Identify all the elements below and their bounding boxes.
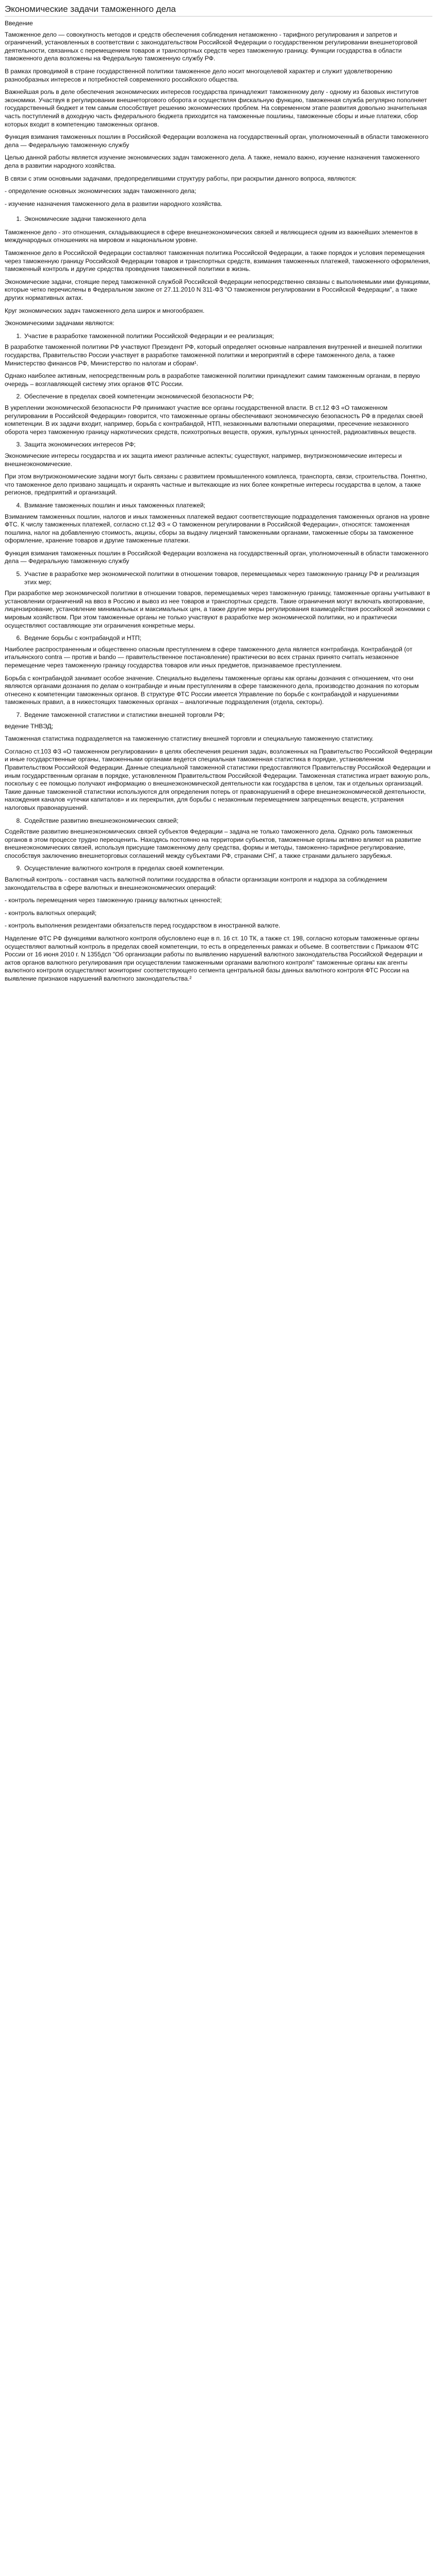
paragraph: В укреплении экономической безопасности РФ принимают участие все органы государственной власти. В ст.12 ФЗ «О таможенном регулировании в Российской Федерации» говорится, что таможенные органы обеспечивают экономическую безопасность РФ в пределах своей компетенции. В их задачи входит, например, борьба с контрабандой, НТП, незаконными валютными операциями, пресечение незаконного оборота через таможенную границу наркотических средств, психотропных веществ, оружия, культурных ценностей, радиоактивных веществ. — [5, 404, 423, 436]
list-item: 1. Экономические задачи таможенного дела — [23, 215, 432, 223]
numbered-list — [5, 502, 432, 510]
paragraph: ведение ТНВЭД; — [5, 722, 54, 730]
numbered-list — [5, 570, 432, 586]
paragraph: Круг экономических задач таможенного дела широк и многообразен. — [5, 307, 205, 314]
paragraph: Функция взимания таможенных пошлин в Российской Федерации возложена на государственный орган, уполномоченный в области таможенного дела — Федеральную таможенную службу — [5, 133, 429, 149]
paragraph: Таможенное дело в Российской Федерации составляют таможенная политика Российской Федерации, а также порядок и условия перемещения через таможенную границу Российской Федерации товаров и транспортных средств, взимания таможенных платежей, таможенного оформления, таможенный контроль и другие средства проведения таможенной политики в жизнь. — [5, 249, 430, 273]
list-item: 2. Обеспечение в пределах своей компетенции экономической безопасности РФ; — [23, 393, 432, 401]
numbered-list — [5, 393, 432, 401]
paragraph: Таможенная статистика подразделяется на таможенную статистику внешней торговли и специальную таможенную статистику. — [5, 735, 374, 743]
paragraph: Таможенное дело - это отношения, складывающиеся в сфере внешнеэкономических связей и являющиеся одним из важнейших элементов в международных отношениях на мировом и национальном уровне. — [5, 228, 418, 244]
paragraph: Таможенное дело — совокупность методов и средств обеспечения соблюдения нетаможенно - тарифного регулирования и запретов и ограничений, установленных в соответствии с законодательством Российской Федерации о государственном регулировании внешнеторговой деятельности, связанных с перемещением товаров и транспортных средств через таможенную границу. Функции государства в области таможенного дела возложены на Федеральную таможенную службу РФ. — [5, 30, 418, 62]
list-item: 5. Участие в разработке мер экономической политики в отношении товаров, перемещаемых через таможенную границу РФ и реализация этих мер; — [23, 570, 432, 586]
paragraph: В рамках проводимой в стране государственной политики таможенное дело носит многоцелевой характер и служит удовлетворению разнообразных интересов и потребностей современного российского общества. — [5, 67, 393, 83]
paragraph: - контроль валютных операций; — [5, 909, 97, 917]
section-heading: Введение — [5, 20, 33, 27]
paragraph: Валютный контроль - составная часть валютной политики государства в области организации контроля и надзора за соблюдением законодательства в сфере валютных и внешнеэкономических операций: — [5, 876, 387, 891]
list-item: 3. Защита экономических интересов РФ; — [23, 441, 432, 449]
paragraph: Экономические интересы государства и их защита имеют различные аспекты; существуют, например, внутриэкономические интересы и внешнеэкономические. — [5, 452, 402, 468]
page-title: Экономические задачи таможенного дела — [5, 4, 432, 17]
paragraph: Экономическими задачами являются: — [5, 319, 115, 327]
paragraph: - изучение назначения таможенного дела в развитии народного хозяйства. — [5, 200, 222, 207]
paragraph: Целью данной работы является изучение экономических задач таможенного дела. А также, немало важно, изучение назначения таможенного дела в развитии народного хозяйства. — [5, 154, 420, 169]
numbered-list — [5, 634, 432, 643]
paragraph: В связи с этим основными задачами, предопределившими структуру работы, при раскрытии данного вопроса, являются: — [5, 174, 357, 182]
numbered-list — [5, 865, 432, 873]
paragraph: Функция взимания таможенных пошлин в Российской Федерации возложена на государственный орган, уполномоченный в области таможенного дела — Федеральную таможенную службу — [5, 549, 429, 565]
list-item: 4. Взимание таможенных пошлин и иных таможенных платежей; — [23, 502, 432, 510]
paragraph: Однако наиболее активным, непосредственным роль в разработке таможенной политики принадлежит самим таможенным органам, в первую очередь – возглавляющей систему этих органов ФТС России. — [5, 372, 420, 388]
numbered-list — [5, 441, 432, 449]
paragraph: Борьба с контрабандой занимает особое значение. Специально выделены таможенные органы как органы дознания с отношением, что они являются органами дознания по делам о контрабанде и иным преступлениям в сфере таможенного дела, производство дознания по которым отнесено к компетенции таможенных органов. В структуре ФТС России имеется Управление по борьбе с контрабандой и нарушениями таможенных правил, а в нижестоящих таможенных органах – аналогичные подразделения (отдела, секторы). — [5, 674, 419, 706]
paragraph: В разработке таможенной политики РФ участвуют Президент РФ, который определяет основные направления внутренней и внешней политики государства, Правительство России участвует в разработке таможенной политики и мероприятий в сфере таможенного дела, а также Министерство финансов РФ, Министерство по налогам и сборам¹. — [5, 343, 422, 367]
list-item: 7. Ведение таможенной статистики и статистики внешней торговли РФ; — [23, 711, 432, 719]
paragraph: Наиболее распространенным и общественно опасным преступлением в сфере таможенного дела является контрабанда. Контрабандой (от итальянского contra — против и bando — правительственное постановление) практически во всех странах принято считать незаконное перемещение через таможенную границу государства товаров или иных предметов, признаваемое преступлением. — [5, 645, 413, 669]
numbered-list — [5, 332, 432, 341]
paragraph: Экономические задачи, стоящие перед таможенной службой Российской Федерации непосредственно связаны с выполняемыми ими функциями, которые четко перечислены в Федеральном законе от 27.11.2010 N 311-ФЗ "О таможенном регулировании в Российской Федерации", а также других нормативных актах. — [5, 278, 431, 302]
paragraph: При разработке мер экономической политики в отношении товаров, перемещаемых через таможенную границу, таможенные органы учитывают в установлении ограничений на ввоз в Россию и вывоз из нее товаров и транспортных средств. Такие ограничения могут включать квотирование, лицензирование, установление минимальных и максимальных цен, а также другие меры регулирования взаимодействия российской экономики с мировым хозяйством. При этом таможенные органы не только участвуют в разработке мер экономической политики, но и практически осуществляют составляющие эти ограничения конкретные меры. — [5, 589, 430, 629]
paragraph: Наделение ФТС РФ функциями валютного контроля обусловлено еще в п. 16 ст. 10 ТК, а также ст. 198, согласно которым таможенные органы осуществляют валютный контроль в пределах своей компетенции, то есть в определенных рамках и объеме. В соответствии с Приказом ФТС России от 16 июня 2010 г. N 1355дсп "Об организации работы по выявлению нарушений валютного законодательства Российской Федерации и актов органов валютного регулирования при осуществлении таможенными органами валютного контроля" таможенные органы как агенты валютного контроля осуществляют мониторинг соответствующего сегмента центральной базы данных валютного контроля ФТС России на выявление признаков нарушений валютного законодательства.² — [5, 935, 423, 982]
list-item: 1. Участие в разработке таможенной политики Российской Федерации и ее реализация; — [23, 332, 432, 341]
numbered-list — [5, 215, 432, 223]
paragraph: - контроль выполнения резидентами обязательств перед государством в иностранной валюте. — [5, 922, 281, 930]
paragraph: Важнейшая роль в деле обеспечения экономических интересов государства принадлежит таможенному делу - одному из базовых институтов экономики. Участвуя в регулировании внешнеторгового оборота и осуществляя фискальную функцию, таможенная служба регулярно пополняет государственный бюджет и тем самым способствует решению экономических проблем. На современном этапе развития довольно значительная часть поступлений в доходную часть федерального бюджета приходится на таможенные пошлины, таможенные сборы и иные платежи, сбор которых входит в компетенцию таможенных органов. — [5, 88, 427, 128]
paragraph: При этом внутриэкономические задачи могут быть связаны с развитием промышленного комплекса, транспорта, связи, строительства. Понятно, что таможенное дело призвано защищать и охранять частные и вытекающие из них более конкретные интересы государства в целом, а также регионов, предприятий и организаций. — [5, 473, 427, 497]
paragraph: Согласно ст.103 ФЗ «О таможенном регулировании» в целях обеспечения решения задач, возложенных на Правительство Российской Федерации и иные государственные органы, таможенными органами ведется специальная таможенная статистика в порядке, установленном Правительством Российской Федерации. Данные специальной таможенной статистики предоставляются Правительству Российской Федерации и иным государственным органам в порядке, установленном Правительством Российской Федерации. Таможенная статистика играет важную роль, поскольку с ее помощью получают информацию о внешнеэкономической деятельности как государства в целом, так и отдельных организаций. Такие данные таможенной статистики используются для определения потерь от правонарушений в сфере внешнеэкономической деятельности, нахождения каналов «утечки капиталов» и их перекрытия, для борьбы с незаконным перемещением запрещенных веществ, устранения налоговых правонарушений. — [5, 747, 432, 811]
page — [0, 0, 437, 993]
list-item: 9. Осуществление валютного контроля в пределах своей компетенции. — [23, 865, 432, 873]
paragraph: - определение основных экономических задач таможенного дела; — [5, 187, 197, 195]
numbered-list — [5, 711, 432, 719]
numbered-list — [5, 817, 432, 825]
paragraph: Содействие развитию внешнеэкономических связей субъектов Федерации – задача не только таможенного дела. Однако роль таможенных органов в этом процессе трудно переоценить. Находясь постоянно на территории субъектов, таможенные органы активно влияют на развитие внешнеэкономических связей, используя присущие таможенному делу средства, формы и методы, таможенно-тарифное регулирование, способствуя заключению внешнеторговых соглашений между субъектами РФ, странами СНГ, а также странами дальнего зарубежья. — [5, 828, 422, 859]
list-item: 8. Содействие развитию внешнеэкономических связей; — [23, 817, 432, 825]
paragraph: - контроль перемещения через таможенную границу валютных ценностей; — [5, 897, 222, 904]
article-body — [5, 20, 432, 983]
list-item: 6. Ведение борьбы с контрабандой и НТП; — [23, 634, 432, 643]
paragraph: Взиманием таможенных пошлин, налогов и иных таможенных платежей ведают соответствующие подразделения таможенных органов на уровне ФТС. К числу таможенных платежей, согласно ст.12 ФЗ « О таможенном регулировании в Российской Федерации», относятся: таможенная пошлина, налог на добавленную стоимость, акцизы, сборы за выдачу лицензий таможенными органами, таможенные сборы за таможенное оформление, хранение товаров и другие таможенные платежи. — [5, 513, 430, 545]
